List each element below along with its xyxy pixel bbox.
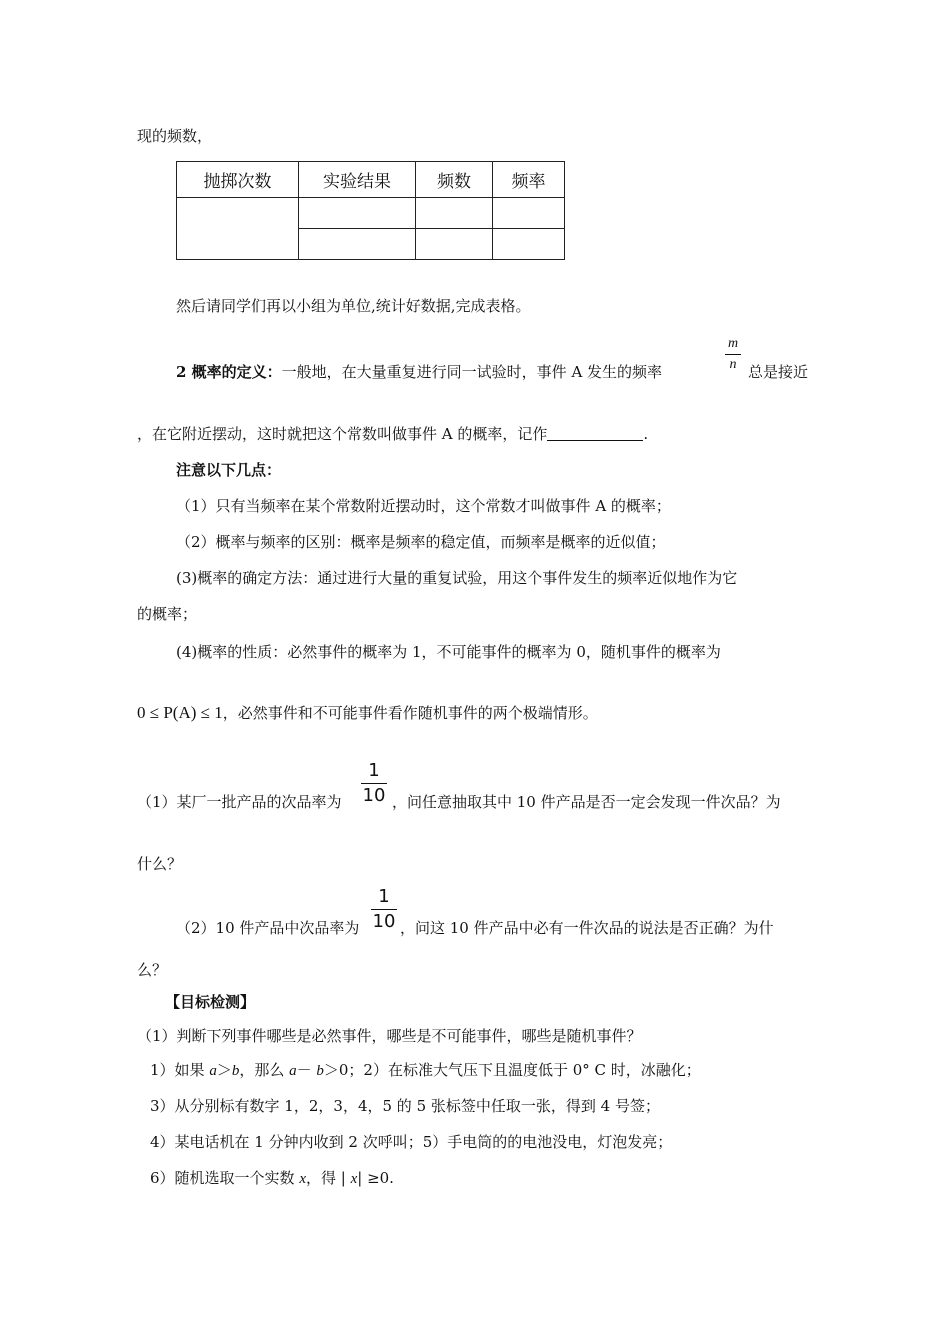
table-header-frequency-rate: 频率 bbox=[493, 162, 565, 198]
fraction-denominator: 10 bbox=[372, 911, 396, 932]
variable-x: x bbox=[350, 1171, 358, 1187]
item-text: ＞0；2）在标准大气压下且温度低于 0° C 时，冰融化； bbox=[323, 1061, 701, 1079]
note-1: （1）只有当频率在某个常数附近摆动时，这个常数才叫做事件 A 的概率； bbox=[176, 497, 671, 515]
target-check-question: （1）判断下列事件哪些是必然事件，哪些是不可能事件，哪些是随机事件？ bbox=[137, 1027, 642, 1045]
note-4-text: ，必然事件和不可能事件看作随机事件的两个极端情形。 bbox=[222, 704, 598, 722]
table-cell bbox=[299, 198, 416, 229]
item-text: ＞ bbox=[216, 1061, 232, 1079]
question-2-line-1-end: ，问这 10 件产品中必有一件次品的说法是否正确？为什 bbox=[400, 919, 774, 937]
fraction-denominator: 10 bbox=[362, 785, 386, 806]
note-2: （2）概率与频率的区别：概率是频率的稳定值，而频率是概率的近似值； bbox=[176, 533, 666, 551]
fraction-numerator: m bbox=[727, 336, 739, 351]
item-text: ，那么 bbox=[239, 1061, 290, 1079]
target-check-item-1 bbox=[150, 1060, 701, 1081]
table-cell bbox=[177, 198, 299, 260]
probability-inequality: 0 ≤ P(A) ≤ 1 bbox=[137, 703, 223, 722]
target-check-item-3: 3）从分别标有数字 1，2，3，4，5 的 5 张标签中任取一张，得到 4 号签； bbox=[150, 1097, 660, 1115]
table-cell bbox=[299, 229, 416, 260]
definition-text: 一般地，在大量重复进行同一试验时，事件 A 发生的频率 bbox=[281, 363, 663, 381]
intro-line: 现的频数， bbox=[137, 127, 213, 145]
variable-b: b bbox=[316, 1063, 324, 1079]
fraction-numerator: 1 bbox=[368, 760, 380, 781]
item-text: | ≥0. bbox=[357, 1169, 394, 1187]
fraction-denominator: n bbox=[729, 357, 737, 372]
table-cell bbox=[416, 198, 493, 229]
table-cell bbox=[493, 198, 565, 229]
note-3-line-1: (3)概率的确定方法：通过进行大量的重复试验，用这个事件发生的频率近似地作为它 bbox=[176, 569, 738, 587]
question-2-line-1-start: （2）10 件产品中次品率为 bbox=[176, 919, 360, 937]
definition-line-2 bbox=[137, 424, 648, 444]
item-text: 1）如果 bbox=[150, 1061, 210, 1079]
after-table-text: 然后请同学们再以小组为单位,统计好数据,完成表格。 bbox=[176, 297, 531, 315]
item-text: 6）随机选取一个实数 bbox=[150, 1169, 300, 1187]
table-header-result: 实验结果 bbox=[299, 162, 416, 198]
fraction-numerator: 1 bbox=[378, 886, 390, 907]
variable-a: a bbox=[209, 1063, 217, 1079]
answer-blank bbox=[547, 425, 643, 441]
target-check-item-6 bbox=[150, 1168, 394, 1189]
fraction-one-tenth bbox=[361, 760, 387, 807]
question-1-line-2: 什么？ bbox=[137, 855, 183, 873]
item-text: － bbox=[296, 1061, 317, 1079]
definition-label: 2 概率的定义： bbox=[176, 363, 282, 381]
table-cell bbox=[493, 229, 565, 260]
frequency-table bbox=[176, 161, 565, 260]
target-check-item-4: 4）某电话机在 1 分钟内收到 2 次呼叫；5）手电筒的的电池没电，灯泡发亮； bbox=[150, 1133, 673, 1151]
question-2-line-2: 么？ bbox=[137, 961, 168, 979]
question-1-line-1-end: ，问任意抽取其中 10 件产品是否一定会发现一件次品？为 bbox=[392, 793, 781, 811]
item-text: ，得 | bbox=[305, 1169, 351, 1187]
definition-line-1 bbox=[176, 362, 662, 382]
target-check-title: 【目标检测】 bbox=[165, 993, 256, 1011]
fraction-one-tenth bbox=[371, 886, 397, 933]
variable-a: a bbox=[289, 1063, 297, 1079]
note-3-line-2: 的概率； bbox=[137, 605, 198, 623]
definition-line-2-end: . bbox=[643, 425, 649, 443]
variable-x: x bbox=[299, 1171, 306, 1187]
question-1-line-1-start: （1）某厂一批产品的次品率为 bbox=[137, 793, 342, 811]
variable-b: b bbox=[231, 1063, 240, 1079]
table-cell bbox=[416, 229, 493, 260]
table-header-frequency-count: 频数 bbox=[416, 162, 493, 198]
note-4-line-2 bbox=[137, 703, 598, 723]
table-header-throws: 抛掷次数 bbox=[177, 162, 299, 198]
notes-title: 注意以下几点： bbox=[176, 461, 282, 479]
fraction-m-over-n bbox=[725, 336, 741, 373]
note-4-line-1: (4)概率的性质：必然事件的概率为 1，不可能事件的概率为 0，随机事件的概率为 bbox=[176, 643, 721, 661]
definition-line-2-text: ，在它附近摆动，这时就把这个常数叫做事件 A 的概率，记作 bbox=[137, 425, 548, 443]
definition-line-1-end: 总是接近 bbox=[748, 363, 809, 381]
